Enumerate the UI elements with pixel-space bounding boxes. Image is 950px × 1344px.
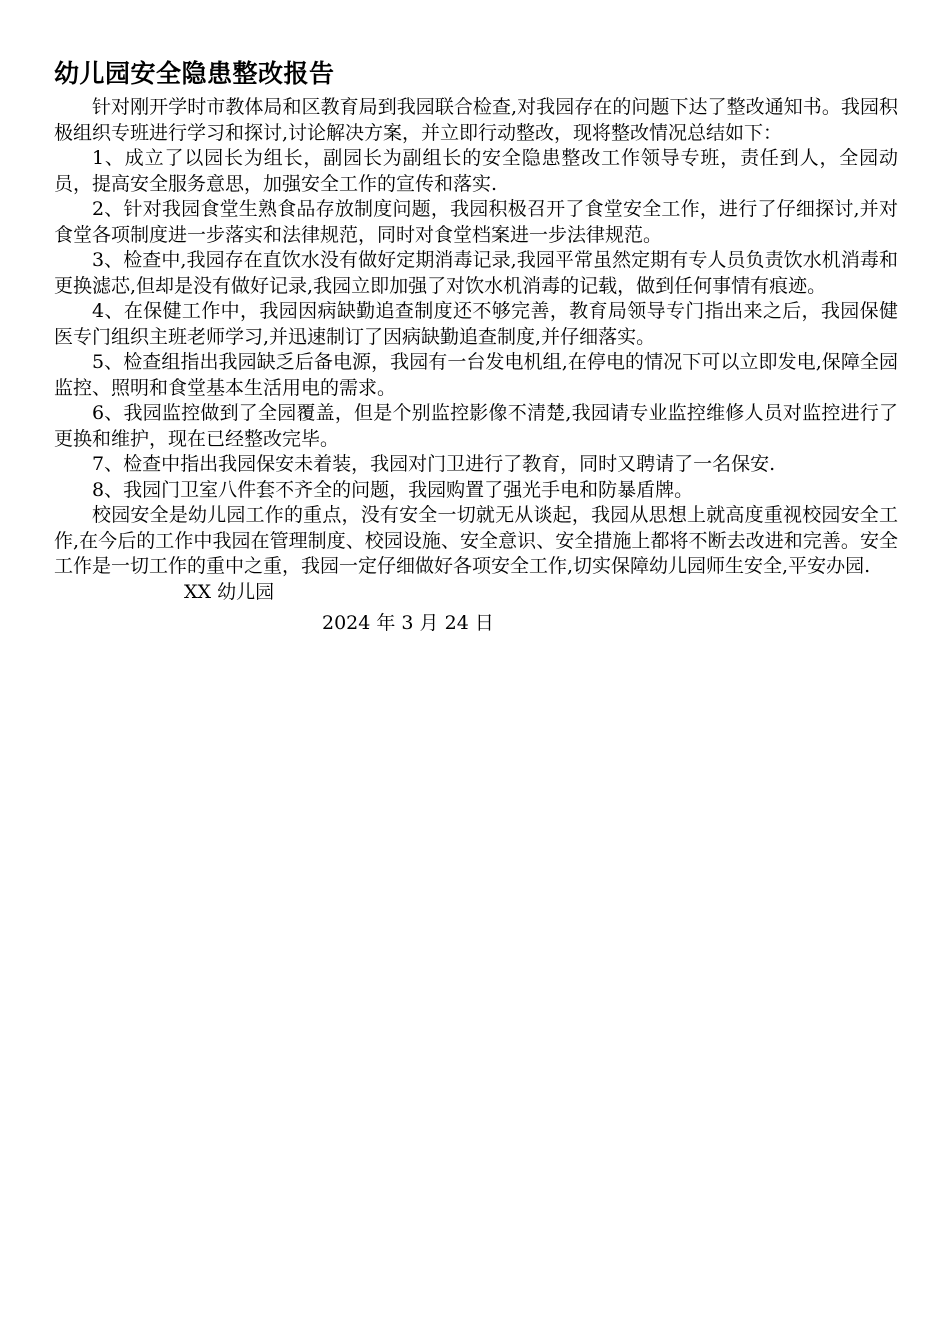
item-paragraph-5: 5、检查组指出我园缺乏后备电源，我园有一台发电机组,在停电的情况下可以立即发电,保障全园监控、照明和食堂基本生活用电的需求。: [54, 351, 898, 399]
signature-date: 2024 年 3 月 24 日: [322, 612, 494, 634]
conclusion-paragraph: 校园安全是幼儿园工作的重点，没有安全一切就无从谈起，我园从思想上就高度重视校园安全工作,在今后的工作中我园在管理制度、校园设施、安全意识、安全措施上都将不断去改进和完善。安全工作是一切工作的重中之重，我园一定仔细做好各项安全工作,切实保障幼儿园师生安全,平安办园.: [54, 504, 898, 577]
item-paragraph-6: 6、我园监控做到了全园覆盖，但是个别监控影像不清楚,我园请专业监控维修人员对监控进行了更换和维护，现在已经整改完毕。: [54, 402, 898, 450]
item-paragraph-4: 4、在保健工作中，我园因病缺勤追查制度还不够完善，教育局领导专门指出来之后，我园保健医专门组织主班老师学习,并迅速制订了因病缺勤追查制度,并仔细落实。: [54, 300, 898, 348]
document-title: 幼儿园安全隐患整改报告: [54, 59, 335, 88]
intro-paragraph: 针对刚开学时市教体局和区教育局到我园联合检查,对我园存在的问题下达了整改通知书。我园积极组织专班进行学习和探讨,讨论解决方案，并立即行动整改，现将整改情况总结如下：: [54, 96, 898, 144]
document-page: [54, 56, 898, 637]
item-paragraph-7: 7、检查中指出我园保安未着装，我园对门卫进行了教育，同时又聘请了一名保安.: [92, 453, 776, 475]
item-paragraph-2: 2、针对我园食堂生熟食品存放制度问题，我园积极召开了食堂安全工作，进行了仔细探讨,并对食堂各项制度进一步落实和法律规范，同时对食堂档案进一步法律规范。: [54, 198, 898, 246]
item-paragraph-3: 3、检查中,我园存在直饮水没有做好定期消毒记录,我园平常虽然定期有专人员负责饮水机消毒和更换滤芯,但却是没有做好记录,我园立即加强了对饮水机消毒的记载，做到任何事情有痕迹。: [54, 249, 898, 297]
item-paragraph-1: 1、成立了以园长为组长，副园长为副组长的安全隐患整改工作领导专班，责任到人，全园动员，提高安全服务意思，加强安全工作的宣传和落实.: [54, 147, 898, 195]
item-paragraph-8: 8、我园门卫室八件套不齐全的问题，我园购置了强光手电和防暴盾牌。: [92, 478, 694, 501]
signature-organization: XX 幼儿园: [184, 580, 275, 603]
